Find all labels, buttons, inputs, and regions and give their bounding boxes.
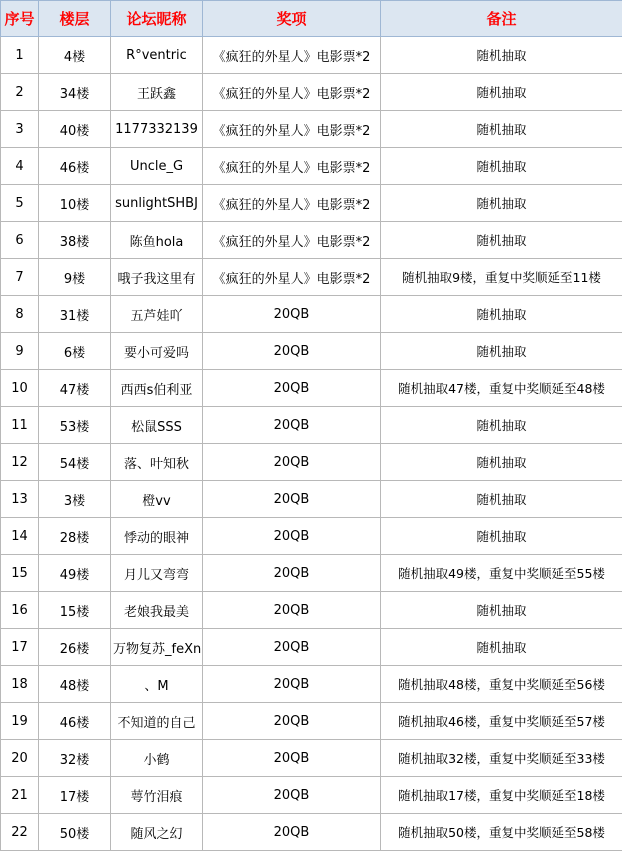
index-cell: 4 — [1, 148, 39, 185]
note-cell: 随机抽取9楼，重复中奖顺延至11楼 — [381, 259, 622, 296]
table-header-row — [1, 1, 622, 37]
floor-cell: 46楼 — [39, 148, 111, 185]
floor-cell: 40楼 — [39, 111, 111, 148]
note-cell: 随机抽取 — [381, 481, 622, 518]
table-body — [1, 37, 622, 851]
table-row — [1, 370, 622, 407]
table-row — [1, 740, 622, 777]
index-cell: 22 — [1, 814, 39, 851]
nickname-cell: 1177332139 — [111, 111, 203, 148]
nickname-cell: 松鼠SSS — [111, 407, 203, 444]
index-cell: 17 — [1, 629, 39, 666]
floor-cell: 3楼 — [39, 481, 111, 518]
table-row — [1, 222, 622, 259]
floor-cell: 32楼 — [39, 740, 111, 777]
prize-cell: 《疯狂的外星人》电影票*2 — [203, 74, 381, 111]
prize-cell: 20QB — [203, 333, 381, 370]
note-cell: 随机抽取 — [381, 74, 622, 111]
note-cell: 随机抽取 — [381, 222, 622, 259]
prize-cell: 《疯狂的外星人》电影票*2 — [203, 185, 381, 222]
nickname-cell: 落、叶知秋 — [111, 444, 203, 481]
nickname-cell: 西西s伯利亚 — [111, 370, 203, 407]
floor-cell: 17楼 — [39, 777, 111, 814]
table-row — [1, 148, 622, 185]
prize-cell: 20QB — [203, 296, 381, 333]
nickname-cell: 橙vv — [111, 481, 203, 518]
index-cell: 15 — [1, 555, 39, 592]
nickname-cell: 、M — [111, 666, 203, 703]
header-index: 序号 — [1, 1, 39, 37]
prize-cell: 20QB — [203, 518, 381, 555]
prize-cell: 《疯狂的外星人》电影票*2 — [203, 222, 381, 259]
note-cell: 随机抽取17楼，重复中奖顺延至18楼 — [381, 777, 622, 814]
table-row — [1, 185, 622, 222]
nickname-cell: Uncle_G — [111, 148, 203, 185]
nickname-cell: 随风之幻 — [111, 814, 203, 851]
table-row — [1, 444, 622, 481]
table-row — [1, 259, 622, 296]
table-row — [1, 407, 622, 444]
note-cell: 随机抽取 — [381, 148, 622, 185]
nickname-cell: 哦子我这里有 — [111, 259, 203, 296]
table-row — [1, 296, 622, 333]
index-cell: 7 — [1, 259, 39, 296]
header-floor: 楼层 — [39, 1, 111, 37]
note-cell: 随机抽取 — [381, 333, 622, 370]
note-cell: 随机抽取 — [381, 444, 622, 481]
table-row — [1, 703, 622, 740]
floor-cell: 28楼 — [39, 518, 111, 555]
nickname-cell: 悸动的眼神 — [111, 518, 203, 555]
table-row — [1, 333, 622, 370]
note-cell: 随机抽取50楼，重复中奖顺延至58楼 — [381, 814, 622, 851]
note-cell: 随机抽取 — [381, 518, 622, 555]
table-row — [1, 592, 622, 629]
floor-cell: 6楼 — [39, 333, 111, 370]
floor-cell: 46楼 — [39, 703, 111, 740]
prize-cell: 20QB — [203, 740, 381, 777]
prize-cell: 《疯狂的外星人》电影票*2 — [203, 37, 381, 74]
table-row — [1, 777, 622, 814]
note-cell: 随机抽取48楼，重复中奖顺延至56楼 — [381, 666, 622, 703]
nickname-cell: R°ventric — [111, 37, 203, 74]
header-nickname: 论坛昵称 — [111, 1, 203, 37]
nickname-cell: 月儿又弯弯 — [111, 555, 203, 592]
prize-cell: 20QB — [203, 703, 381, 740]
nickname-cell: 小鹤 — [111, 740, 203, 777]
index-cell: 18 — [1, 666, 39, 703]
index-cell: 2 — [1, 74, 39, 111]
prize-cell: 20QB — [203, 592, 381, 629]
index-cell: 6 — [1, 222, 39, 259]
floor-cell: 47楼 — [39, 370, 111, 407]
floor-cell: 10楼 — [39, 185, 111, 222]
floor-cell: 48楼 — [39, 666, 111, 703]
index-cell: 19 — [1, 703, 39, 740]
index-cell: 16 — [1, 592, 39, 629]
table-row — [1, 74, 622, 111]
table-row — [1, 37, 622, 74]
prize-cell: 20QB — [203, 444, 381, 481]
floor-cell: 4楼 — [39, 37, 111, 74]
note-cell: 随机抽取 — [381, 407, 622, 444]
note-cell: 随机抽取46楼，重复中奖顺延至57楼 — [381, 703, 622, 740]
floor-cell: 38楼 — [39, 222, 111, 259]
prize-cell: 20QB — [203, 777, 381, 814]
prize-cell: 20QB — [203, 629, 381, 666]
floor-cell: 53楼 — [39, 407, 111, 444]
nickname-cell: 要小可爱吗 — [111, 333, 203, 370]
note-cell: 随机抽取 — [381, 37, 622, 74]
table-row — [1, 481, 622, 518]
index-cell: 1 — [1, 37, 39, 74]
index-cell: 14 — [1, 518, 39, 555]
nickname-cell: 王跃鑫 — [111, 74, 203, 111]
prize-cell: 20QB — [203, 370, 381, 407]
nickname-cell: 不知道的自己 — [111, 703, 203, 740]
prize-cell: 20QB — [203, 814, 381, 851]
floor-cell: 50楼 — [39, 814, 111, 851]
nickname-cell: 陈鱼hola — [111, 222, 203, 259]
floor-cell: 9楼 — [39, 259, 111, 296]
index-cell: 21 — [1, 777, 39, 814]
index-cell: 11 — [1, 407, 39, 444]
nickname-cell: 万物复苏_feXn — [111, 629, 203, 666]
index-cell: 20 — [1, 740, 39, 777]
floor-cell: 31楼 — [39, 296, 111, 333]
prize-cell: 《疯狂的外星人》电影票*2 — [203, 259, 381, 296]
note-cell: 随机抽取 — [381, 296, 622, 333]
index-cell: 8 — [1, 296, 39, 333]
note-cell: 随机抽取 — [381, 185, 622, 222]
floor-cell: 54楼 — [39, 444, 111, 481]
index-cell: 3 — [1, 111, 39, 148]
prize-cell: 《疯狂的外星人》电影票*2 — [203, 148, 381, 185]
nickname-cell: 五芦娃吖 — [111, 296, 203, 333]
note-cell: 随机抽取 — [381, 592, 622, 629]
table-row — [1, 518, 622, 555]
header-prize: 奖项 — [203, 1, 381, 37]
index-cell: 5 — [1, 185, 39, 222]
floor-cell: 15楼 — [39, 592, 111, 629]
nickname-cell: 萼竹泪痕 — [111, 777, 203, 814]
table-row — [1, 111, 622, 148]
index-cell: 10 — [1, 370, 39, 407]
nickname-cell: 老娘我最美 — [111, 592, 203, 629]
note-cell: 随机抽取 — [381, 629, 622, 666]
table-row — [1, 814, 622, 851]
table-row — [1, 555, 622, 592]
floor-cell: 26楼 — [39, 629, 111, 666]
note-cell: 随机抽取47楼，重复中奖顺延至48楼 — [381, 370, 622, 407]
index-cell: 13 — [1, 481, 39, 518]
prize-cell: 20QB — [203, 407, 381, 444]
prize-cell: 《疯狂的外星人》电影票*2 — [203, 111, 381, 148]
index-cell: 12 — [1, 444, 39, 481]
nickname-cell: sunlightSHBJ — [111, 185, 203, 222]
prize-cell: 20QB — [203, 555, 381, 592]
floor-cell: 49楼 — [39, 555, 111, 592]
note-cell: 随机抽取49楼，重复中奖顺延至55楼 — [381, 555, 622, 592]
floor-cell: 34楼 — [39, 74, 111, 111]
index-cell: 9 — [1, 333, 39, 370]
note-cell: 随机抽取 — [381, 111, 622, 148]
prize-cell: 20QB — [203, 666, 381, 703]
header-note: 备注 — [381, 1, 622, 37]
table-row — [1, 666, 622, 703]
table-row — [1, 629, 622, 666]
note-cell: 随机抽取32楼，重复中奖顺延至33楼 — [381, 740, 622, 777]
prize-cell: 20QB — [203, 481, 381, 518]
